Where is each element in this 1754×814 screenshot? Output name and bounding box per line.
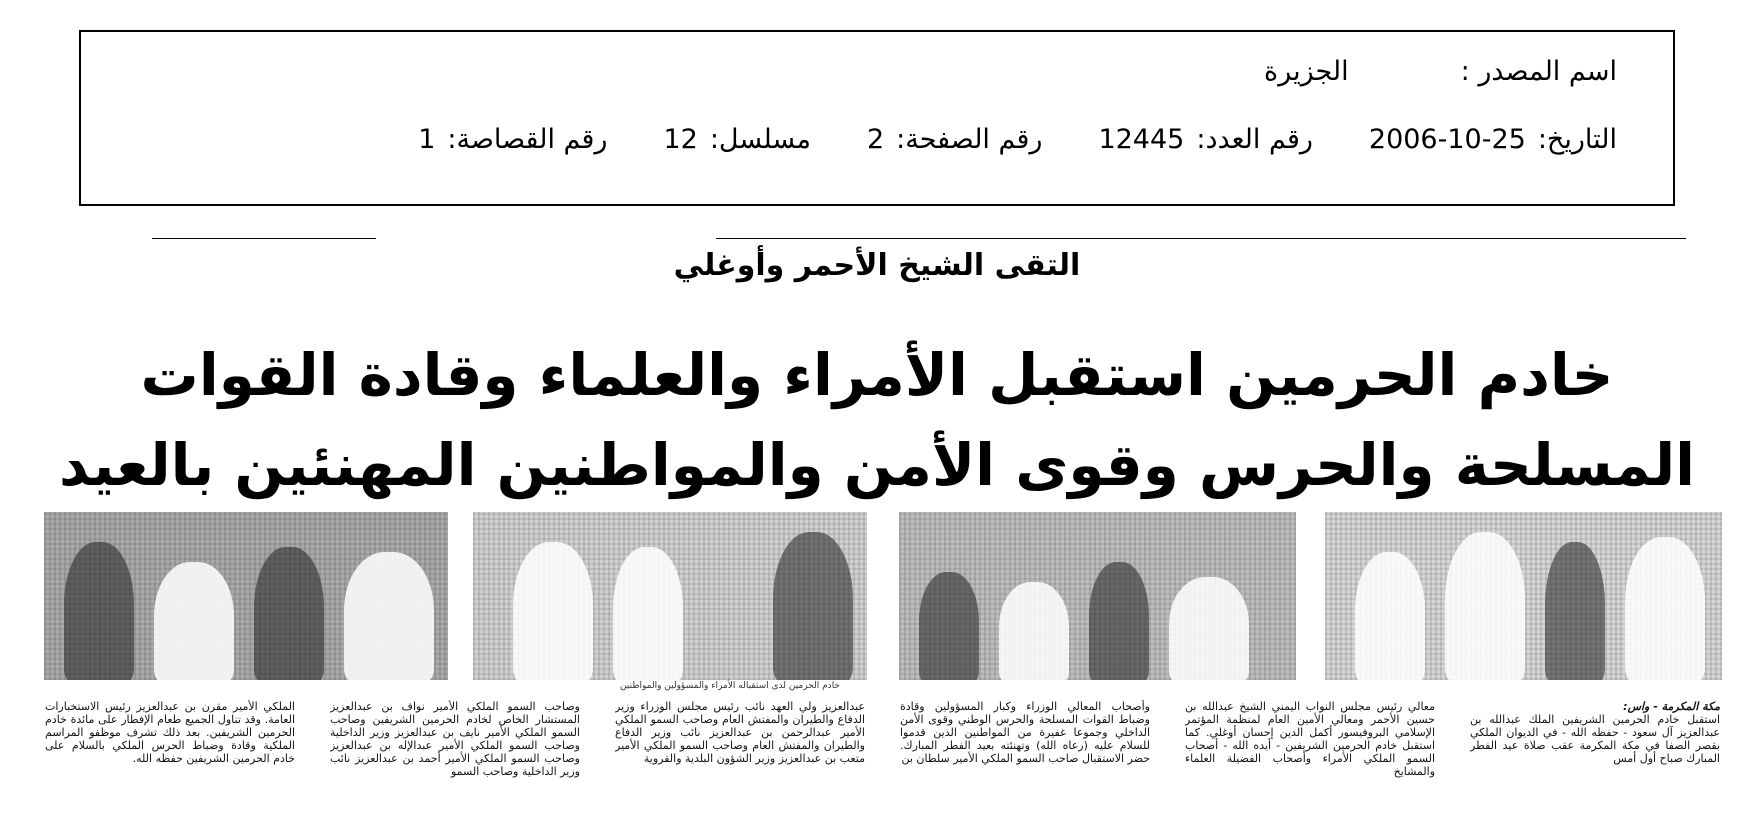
clip-label: رقم القصاصة: [447, 124, 608, 155]
source-metadata-box [79, 30, 1675, 206]
headline-line-1: خادم الحرمين استقبل الأمراء والعلماء وقادة القوات [140, 341, 1614, 409]
column-text: معالي رئيس مجلس النواب اليمني الشيخ عبدالله بن حسين الأحمر ومعالي الأمين العام لمنظمة المؤتمر الإسلامي البروفيسور أكمل الدين إحسان أوغلي. كما استقبل خادم الحرمين الشريفين - أيده الله - أصحاب السمو الملكي الأمراء وأصحاب الفضيلة العلماء والمشايخ [1185, 700, 1435, 778]
column-text: عبدالعزيز ولي العهد نائب رئيس مجلس الوزراء وزير الدفاع والطيران والمفتش العام وصاحب السمو الملكي الأمير عبدالرحمن بن عبدالعزيز نائب وزير الدفاع والطيران والمفتش العام وصاحب السمو الملكي الأمير متعب بن عبدالعزيز وزير الشؤون البلدية والقروية [615, 700, 865, 765]
column-text: وأصحاب المعالي الوزراء وكبار المسؤولين وقادة وضباط القوات المسلحة والحرس الوطني وقوى الأمن الداخلي وجموعا غفيرة من المواطنين الذين قدموا للسلام عليه (رعاه الله) وتهنئته بعيد الفطر المبارك. حضر الاستقبال صاحب السمو الملكي الأمير سلطان بن [900, 700, 1150, 765]
serial-value: 12 [663, 124, 698, 155]
divider-right [716, 238, 1686, 239]
article-column-1 [1470, 700, 1720, 814]
column-text: استقبل خادم الحرمين الشريفين الملك عبدالله بن عبدالعزيز آل سعود - حفظه الله - في الديوان الملكي بقصر الصفا في مكة المكرمة عقب صلاة عيد الفطر المبارك صباح أول أمس [1470, 713, 1720, 765]
headline-line-2: المسلحة والحرس وقوى الأمن والمواطنين المهنئين بالعيد [58, 431, 1696, 499]
article-column-4 [615, 700, 865, 814]
clip-value: 1 [418, 124, 436, 155]
details-row [418, 124, 1617, 155]
photo-caption: خادم الحرمين لدى استقباله الأمراء والمسؤولين والمواطنين [620, 681, 840, 691]
article-column-3 [900, 700, 1150, 814]
serial-label: مسلسل: [709, 124, 811, 155]
source-value: الجزيرة [1264, 56, 1349, 87]
article-kicker: التقى الشيخ الأحمر وأوغلي [673, 248, 1081, 283]
source-label: اسم المصدر : [1460, 56, 1617, 87]
article-column-5 [330, 700, 580, 814]
article-column-6 [45, 700, 295, 814]
news-photo-2 [899, 512, 1296, 680]
page-value: 2 [866, 124, 885, 155]
article-column-2 [1185, 700, 1435, 814]
date-label: التاريخ: [1537, 124, 1617, 155]
page-label: رقم الصفحة: [896, 124, 1043, 155]
article-dateline: مكة المكرمة - واس: [1623, 700, 1720, 713]
news-photo-3 [473, 512, 867, 680]
article-headline [40, 330, 1714, 510]
issue-label: رقم العدد: [1196, 124, 1313, 155]
column-text: الملكي الأمير مقرن بن عبدالعزيز رئيس الاستخبارات العامة. وقد تناول الجميع طعام الإفطار على مائدة خادم الحرمين الشريفين. بعد ذلك تشرف موظفو المراسم الملكية وقادة وضباط الحرس الملكي بالسلام على خادم الحرمين الشريفين حفظه الله. [45, 700, 295, 765]
source-row [1264, 56, 1617, 87]
news-photo-1 [1325, 512, 1722, 680]
divider-left [152, 238, 376, 239]
date-value: 2006-10-25 [1368, 124, 1526, 155]
issue-value: 12445 [1098, 124, 1185, 155]
column-text: وصاحب السمو الملكي الأمير نواف بن عبدالعزيز المستشار الخاص لخادم الحرمين الشريفين وصاحب السمو الملكي الأمير نايف بن عبدالعزيز وزير الداخلية وصاحب السمو الملكي الأمير عبدالإله بن عبدالعزيز وصاحب السمو الملكي الأمير أحمد بن عبدالعزيز نائب وزير الداخلية وصاحب السمو [330, 700, 580, 778]
news-photo-4 [44, 512, 448, 680]
